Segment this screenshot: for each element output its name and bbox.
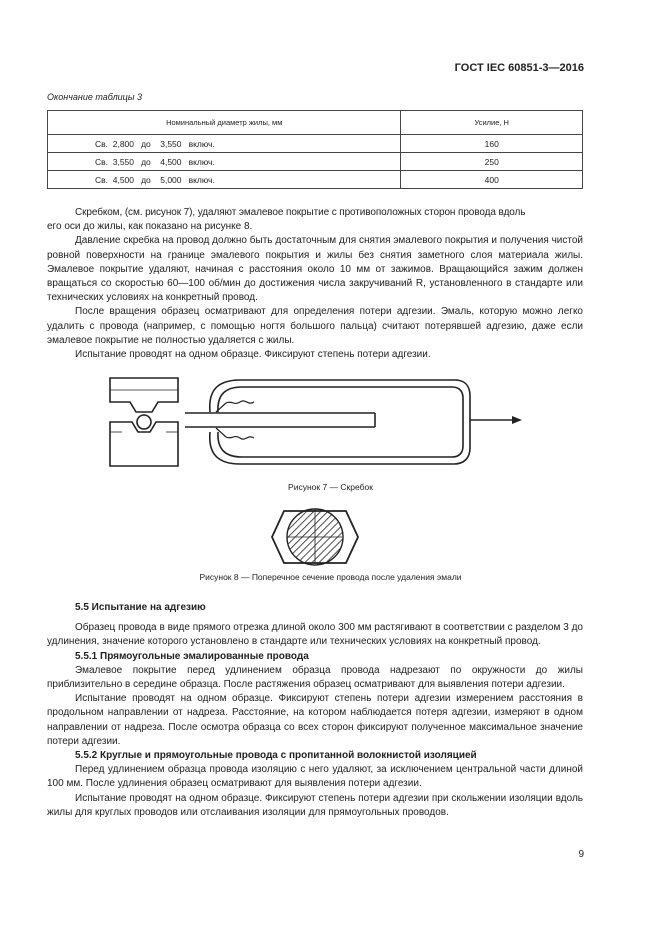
paragraph: Перед удлинением образца провода изоляцию с него удаляют, за исключением центральной части длиной 100 мм. После удлинения образец осматривают для выявления потери адгезии. [47, 764, 583, 790]
page-number: 9 [578, 849, 584, 860]
figure-8-cross-section [270, 505, 360, 569]
body-text [47, 206, 583, 362]
paragraph: Образец провода в виде прямого отрезка длиной около 300 мм растягивают в соответствии с разделом 3 до удлинения, значение которого установлено в стандарте или технических условиях на конкретный провод. [47, 622, 583, 648]
section-5-5 [47, 601, 583, 820]
figure-8-caption: Рисунок 8 — Поперечное сечение провода после удаления эмали [199, 572, 462, 582]
section-heading: 5.5 Испытание на адгезию [75, 602, 206, 613]
table-row [48, 171, 583, 189]
force-table [47, 110, 583, 189]
table-row [48, 153, 583, 171]
document-header: ГОСТ IEC 60851-3—2016 [454, 62, 584, 74]
cell-force: 160 [401, 135, 583, 153]
paragraph: Испытание проводят на одном образце. Фиксируют степень потери адгезии измерением расстояния в продольном направлении от надреза. Расстояние, на котором наблюдается потеря адгезии, измеряют в одном направлении от надреза. После осмотра образца со всех сторон фиксируют полученное максимальное значение потери адгезии. [47, 693, 583, 747]
column-header-diameter: Номинальный диаметр жилы, мм [48, 111, 401, 135]
subsection-heading: 5.5.2 Круглые и прямоугольные провода с пропитанной волокнистой изоляцией [75, 750, 477, 762]
column-header-force: Усилие, Н [401, 111, 583, 135]
cell-range: Св. 4,500 до 5,000 включ. [48, 171, 401, 189]
subsection-heading: 5.5.1 Прямоугольные эмалированные провода [75, 650, 309, 662]
paragraph: Испытание проводят на одном образце. Фиксируют степень потери адгезии. [75, 349, 431, 361]
table-caption: Окончание таблицы 3 [47, 92, 142, 102]
figure-7-scraper [100, 370, 530, 480]
paragraph: Скребком, (см. рисунок 7), удаляют эмалевое покрытие с противоположных сторон провода вдоль [75, 207, 526, 218]
paragraph: Давление скребка на провод должно быть достаточным для снятия эмалевого покрытия и получения чистой ровной поверхности на границе эмалевого покрытия и жилы без снятия заметного слоя материала жилы. Эмалевое покрытие удаляют, начиная с расстояния около 10 мм от зажимов. Вращающийся зажим должен вращаться со скоростью 60—100 об/мин до достижения числа закручиваний R, установленного в стандарте или технических условиях на конкретный провод. [47, 235, 583, 304]
cell-force: 250 [401, 153, 583, 171]
cell-range: Св. 2,800 до 3,550 включ. [48, 135, 401, 153]
paragraph: Испытание проводят на одном образце. Фиксируют степень потери адгезии при скольжении изоляции вдоль жилы для круглых проводов или отслаивания изоляции для прямоугольных проводов. [47, 792, 583, 818]
cell-range: Св. 3,550 до 4,500 включ. [48, 153, 401, 171]
figure-7-caption: Рисунок 7 — Скребок [288, 482, 373, 492]
table-row [48, 135, 583, 153]
table-header-row [48, 111, 583, 135]
paragraph: Эмалевое покрытие перед удлинением образца провода надрезают по окружности до жилы приблизительно в середине образца. После растяжения образец осматривают для выявления потери адгезии. [47, 664, 583, 691]
cell-force: 400 [401, 171, 583, 189]
paragraph: После вращения образец осматривают для определения потери адгезии. Эмаль, которую можно легко удалить с провода (например, с помощью ногтя большого пальца) считают потерявшей адгезию, даже если эмалевое покрытие не полностью удаляется с жилы. [47, 306, 583, 346]
paragraph: его оси до жилы, как показано на рисунке 8. [47, 221, 253, 233]
